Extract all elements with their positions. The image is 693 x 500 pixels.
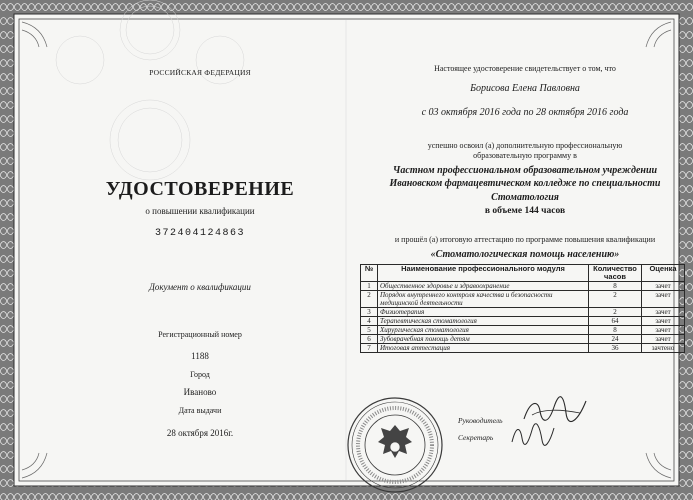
specialty: Стоматология (491, 192, 559, 203)
row-number: 3 (361, 308, 378, 317)
row-number: 2 (361, 291, 378, 308)
program-name: «Стоматологическая помощь населению» (430, 249, 620, 260)
col-number-header: № (361, 265, 378, 282)
modules-table (360, 264, 685, 353)
holder-name: Борисова Елена Павловна (470, 83, 580, 94)
module-hours: 2 (589, 291, 642, 308)
module-name: Общественное здоровье и здравоохранение (378, 282, 589, 291)
row-number: 6 (361, 335, 378, 344)
module-grade: зачет (642, 317, 685, 326)
intro-text: Настоящее удостоверение свидетельствует о том, что (434, 64, 616, 73)
module-hours: 64 (589, 317, 642, 326)
city: Иваново (183, 387, 217, 397)
module-grade: зачтено (642, 344, 685, 353)
module-name: Зубоврачебная помощь детям (378, 335, 589, 344)
institution-line-2: Ивановском фармацевтическом колледже по специальности (389, 178, 661, 189)
table-row (361, 308, 685, 317)
module-hours: 24 (589, 335, 642, 344)
state-emblem-seal-icon (345, 395, 445, 495)
module-name: Терапевтическая стоматология (378, 317, 589, 326)
module-name: Итоговая аттестация (378, 344, 589, 353)
module-hours: 8 (589, 326, 642, 335)
module-name: Хирургическая стоматология (378, 326, 589, 335)
module-name: Порядок внутреннего контроля качества и безопасности медицинской деятельности (378, 291, 589, 308)
table-row (361, 344, 685, 353)
issue-date: 28 октября 2016г. (166, 428, 234, 438)
module-grade: зачет (642, 308, 685, 317)
row-number: 4 (361, 317, 378, 326)
col-hours-header: Количество часов (589, 265, 642, 282)
mastered-line-2: образовательную программу в (473, 151, 577, 160)
study-volume: в объеме 144 часов (484, 206, 566, 216)
secretary-signature-icon (508, 422, 558, 448)
table-row (361, 326, 685, 335)
module-grade: зачет (642, 291, 685, 308)
module-hours: 2 (589, 308, 642, 317)
col-grade-header: Оценка (642, 265, 685, 282)
table-row (361, 335, 685, 344)
module-hours: 36 (589, 344, 642, 353)
institution-line-1: Частном профессиональном образовательном учреждении (392, 165, 658, 176)
row-number: 5 (361, 326, 378, 335)
federation-label: РОССИЙСКАЯ ФЕДЕРАЦИЯ (149, 68, 251, 77)
module-hours: 8 (589, 282, 642, 291)
study-period: с 03 октября 2016 года по 28 октября 2016 года (421, 107, 629, 118)
table-header-row (361, 265, 685, 282)
certificate-title: УДОСТОВЕРЕНИЕ (105, 178, 295, 200)
table-row (361, 291, 685, 308)
city-label: Город (190, 370, 210, 379)
mastered-line-1: успешно освоил (а) дополнительную профессиональную (427, 141, 623, 150)
module-grade: зачет (642, 282, 685, 291)
table-row (361, 317, 685, 326)
row-number: 7 (361, 344, 378, 353)
secretary-label: Секретарь (458, 433, 494, 442)
certificate-subtitle: о повышении квалификации (145, 206, 255, 216)
table-row (361, 282, 685, 291)
certificate-number: 372404124863 (154, 228, 245, 239)
document-type: Документ о квалификации (149, 282, 251, 292)
row-number: 1 (361, 282, 378, 291)
module-grade: зачет (642, 335, 685, 344)
col-module-header: Наименование профессионального модуля (378, 265, 589, 282)
module-grade: зачет (642, 326, 685, 335)
module-name: Физиотерапия (378, 308, 589, 317)
attestation-text: и прошёл (а) итоговую аттестацию по программе повышения квалификации (394, 235, 656, 244)
director-label: Руководитель (458, 416, 503, 425)
issue-date-label: Дата выдачи (178, 406, 222, 415)
reg-number-label: Регистрационный номер (158, 330, 242, 339)
reg-number: 1188 (191, 351, 209, 361)
